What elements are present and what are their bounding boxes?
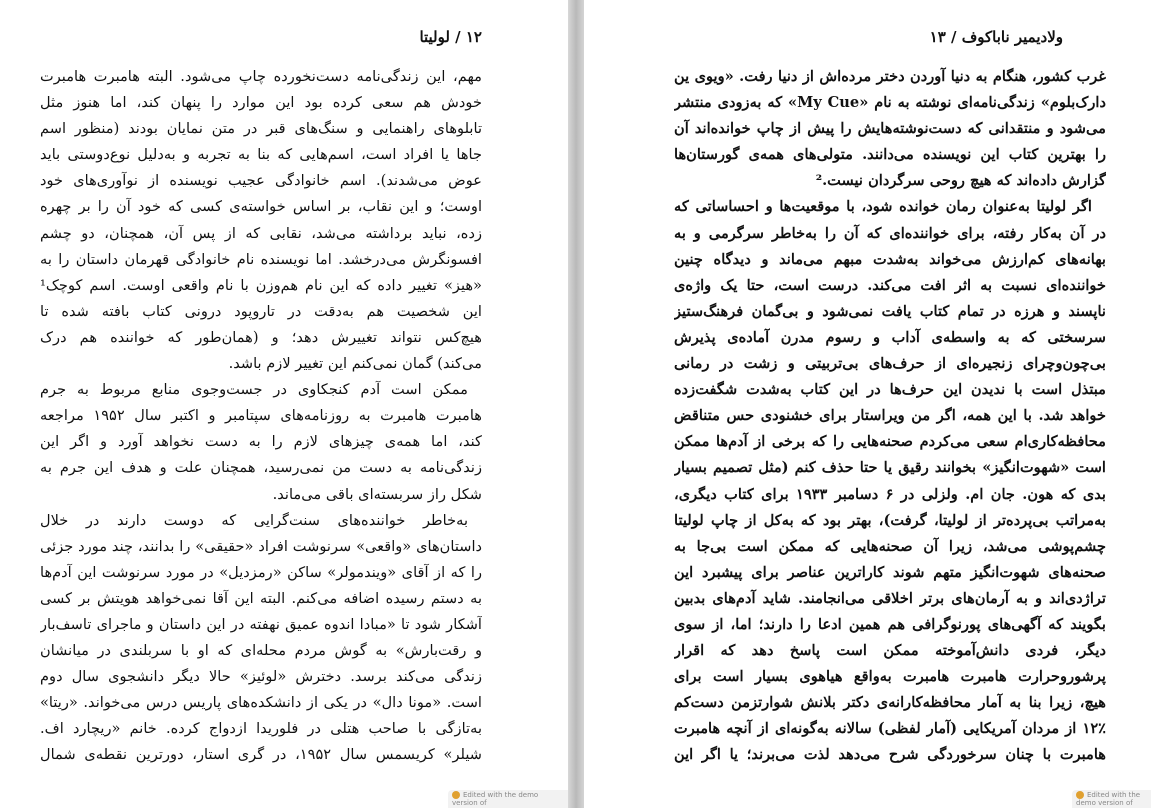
text-line: بی‌چون‌وچرای زنجیره‌ای از حرف‌های بی‌تربیتی و زشت در رمانی [674,355,1106,373]
text-line: مهم، این زندگی‌نامه دست‌نخورده چاپ می‌شود. البته هامبرت هامبرت [40,68,482,85]
text-line: و رقت‌بارش» به گوش مردم محله‌ای که او با سربلندی در میانشان [40,642,482,660]
text-line: پرشوروحرارت هامبرت هامبرت به‌واقع هیاهوی بسیار است برای [674,668,1106,686]
text-line: تراژدی‌اند و به آرمان‌های برتر اخلاقی می‌انجامند. شاید آدم‌های بدبین [674,589,1106,607]
text-line: شیلر» کریسمس سال ۱۹۵۲، در گری استار، دورترین نقطه‌ی شمال [40,746,482,764]
text-line: خواننده‌ای نسبت به اثر افت می‌کند. درست است، حتا یک واژه‌ی [674,276,1106,294]
text-line: را که از آقای «ویندمولر» ساکن «رمزدیل» در مورد سرنوشت این آدم‌ها [40,563,482,581]
book-gutter [568,0,584,808]
text-line: آشکار شود تا «مبادا اندوه عمیق نهفته در این داستان و ماجرای تاسف‌بار [40,615,482,633]
text-line: مبتذل است با ندیدن این حرف‌ها در این کتاب به‌شدت شگفت‌زده [674,381,1106,399]
text-line: زده، نباید برداشته می‌شد، نقابی که از پس آن، همچنان، دو چشم [40,224,482,242]
text-line: چشم‌پوشی می‌شد، زیرا آن صحنه‌هایی که ممکن است بی‌جا به [674,537,1106,555]
text-line: ناپسند و هرزه در تمام کتاب یافت نمی‌شود و بی‌گمان فرهنگ‌ستیز [674,302,1106,320]
text-line: داستان‌های «واقعی» سرنوشت افراد «حقیقی» را بدانند، چند مورد جزئی [40,537,482,555]
text-line: محافظه‌کاری‌ام سعی می‌کردم صحنه‌هایی را که برخی از آدم‌ها ممکن [674,433,1106,451]
left-page [0,0,568,808]
text-line: است «شهوت‌انگیز» بخوانند رقیق یا حتا حذف کنم (مثل تصمیم بسیار [674,459,1106,477]
demo-watermark-left: Edited with the demo version of [448,790,568,808]
text-line: می‌کند) گمان نمی‌کنم این تغییر لازم باشد. [228,355,482,373]
text-line: سرسختی که به واسطه‌ی آداب و رسوم مدرن آماده‌ی پذیرش [674,328,1106,346]
left-page-header: ۱۲ / لولیتا [419,28,482,46]
right-page-header: ولادیمیر ناباکوف / ۱۳ [929,28,1063,46]
text-line: زندگی می‌کند برسد. دخترش «لوئیز» حالا دیگر دانشجوی سال دوم [40,668,482,686]
watermark-badge-icon [1076,791,1084,799]
text-line: را بهترین کتاب این نویسنده می‌دانند. متولی‌های همه‌ی گورستان‌ها [674,146,1106,164]
right-page [584,0,1151,808]
text-line: شکل راز سربسته‌ای باقی می‌ماند. [272,485,482,503]
text-line: خودش هم سعی کرده بود این موارد را پنهان کند، اما هنوز مثل [40,94,482,112]
text-line: در آن به‌کار رفته، برای خواننده‌ای که آن را به‌خاطر سرگرمی و به [674,224,1106,242]
text-line: این شخصیت هم به‌دقت در تاروپود درونی کتاب بافته شده تا [40,302,482,320]
text-line: غرب کشور، هنگام به دنیا آوردن دختر مرده‌اش از دنیا رفت. «ویوی ین [674,68,1106,85]
text-line: دارک‌بلوم» زندگی‌نامه‌ای نوشته به نام «My Cue» که به‌زودی منتشر [674,94,1106,112]
text-line: به‌خاطر خواننده‌های سنت‌گرایی که دوست دارند در خلال [40,511,468,529]
text-line: بهانه‌های کم‌ارزش می‌خواند به‌شدت مبهم می‌ماند و دیدگاه چنین [674,250,1106,268]
text-line: ممکن است آدم کنجکاوی در جست‌وجوی منابع مربوط به جرم [40,381,468,399]
text-line: هیچ، زیرا بنا به آمار محافظه‌کارانه‌ی دکتر بلانش شوارتزمن دست‌کم [674,694,1106,712]
text-line: اگر لولیتا به‌عنوان رمان خوانده شود، با موقعیت‌ها و احساساتی که [674,198,1092,216]
text-line: هیچ‌کس نتواند تغییرش دهد؛ و (همان‌طور که خواننده هم درک [40,328,482,346]
text-line: خواهد شد. با این همه، اگر من ویراستار برای خشنودی حس متناقض [674,407,1106,425]
text-line: کند، اما همه‌ی چیزهای لازم را به دست نخواهد آورد و اگر این [40,433,482,451]
text-line: جاها یا افراد است، اسم‌هایی که بنا به تجربه و به‌دلیل نوع‌دوستی باید [40,146,482,164]
text-line: بدی که هون. جان ام. ولزلی در ۶ دسامبر ۱۹۳۳ برای کتاب دیگری، [674,485,1106,503]
left-page-body [40,64,482,769]
text-line: عوض می‌شدند). اسم خانوادگی عجیب نویسنده از نوآوری‌های خود [40,172,482,190]
text-line: تابلوهای راهنمایی و سنگ‌های قبر در متن نمایان بودند (منظور اسم [40,120,482,138]
text-line: می‌شود و منتقدانی که دست‌نوشته‌هایش را پیش از چاپ خوانده‌اند آن [674,120,1106,138]
text-line: بگویند که آگهی‌های پورنوگرافی هم همین ادعا را دارند؛ اما، از سوی [674,615,1106,633]
text-line: دیگر، فردی دانش‌آموخته ممکن است پاسخ دهد که اقرار [674,642,1106,660]
demo-watermark-right: Edited with the demo version of [1072,790,1151,808]
text-line: به‌تازگی با صاحب هتلی در فلوریدا ازدواج کرده. خانم «ریچارد اف. [40,720,482,738]
watermark-badge-icon [452,791,460,799]
text-line: ۱۲٪ از مردان آمریکایی (آمار لفظی) سالانه به‌گونه‌ای از آنچه هامبرت [674,720,1106,738]
text-line: افسونگرش می‌درخشد. اما نویسنده نام خانوادگی قهرمان داستان را به [40,250,482,268]
text-line: به‌مراتب بی‌پرده‌تر از لولیتا، گرفت)، بهتر بود که به‌کل از چاپ لولیتا [674,511,1106,529]
right-page-body [674,64,1106,769]
text-line: زندگی‌نامه به دست من نمی‌رسید، همچنان علت و هدف این جرم به [40,459,482,477]
text-line: هامبرت با چنان سرخوردگی شرح می‌دهد لذت می‌برند؛ یا اگر این [674,746,1106,764]
text-line: به دستم رسیده اضافه می‌کنم. البته این آقا نمی‌خواهد هویتش بر کسی [40,589,482,607]
text-line: صحنه‌های شهوت‌انگیز متهم شوند کاراترین عناصر برای پیشبرد این [674,563,1106,581]
text-line: «هیز» تغییر داده که این نام هم‌وزن با نام واقعی اوست. اسم کوچک¹ [40,276,482,294]
text-line: گزارش داده‌اند که هیچ روحی سرگردان نیست.² [815,172,1106,190]
text-line: است. «مونا دال» در یکی از دانشکده‌های پاریس درس می‌خواند. «ریتا» [40,694,482,712]
text-line: اوست؛ و این نقاب، بر اساس خواسته‌ی کسی که خود آن را بر چهره [40,198,482,216]
text-line: هامبرت هامبرت به روزنامه‌های سپتامبر و اکتبر سال ۱۹۵۲ مراجعه [40,407,482,425]
